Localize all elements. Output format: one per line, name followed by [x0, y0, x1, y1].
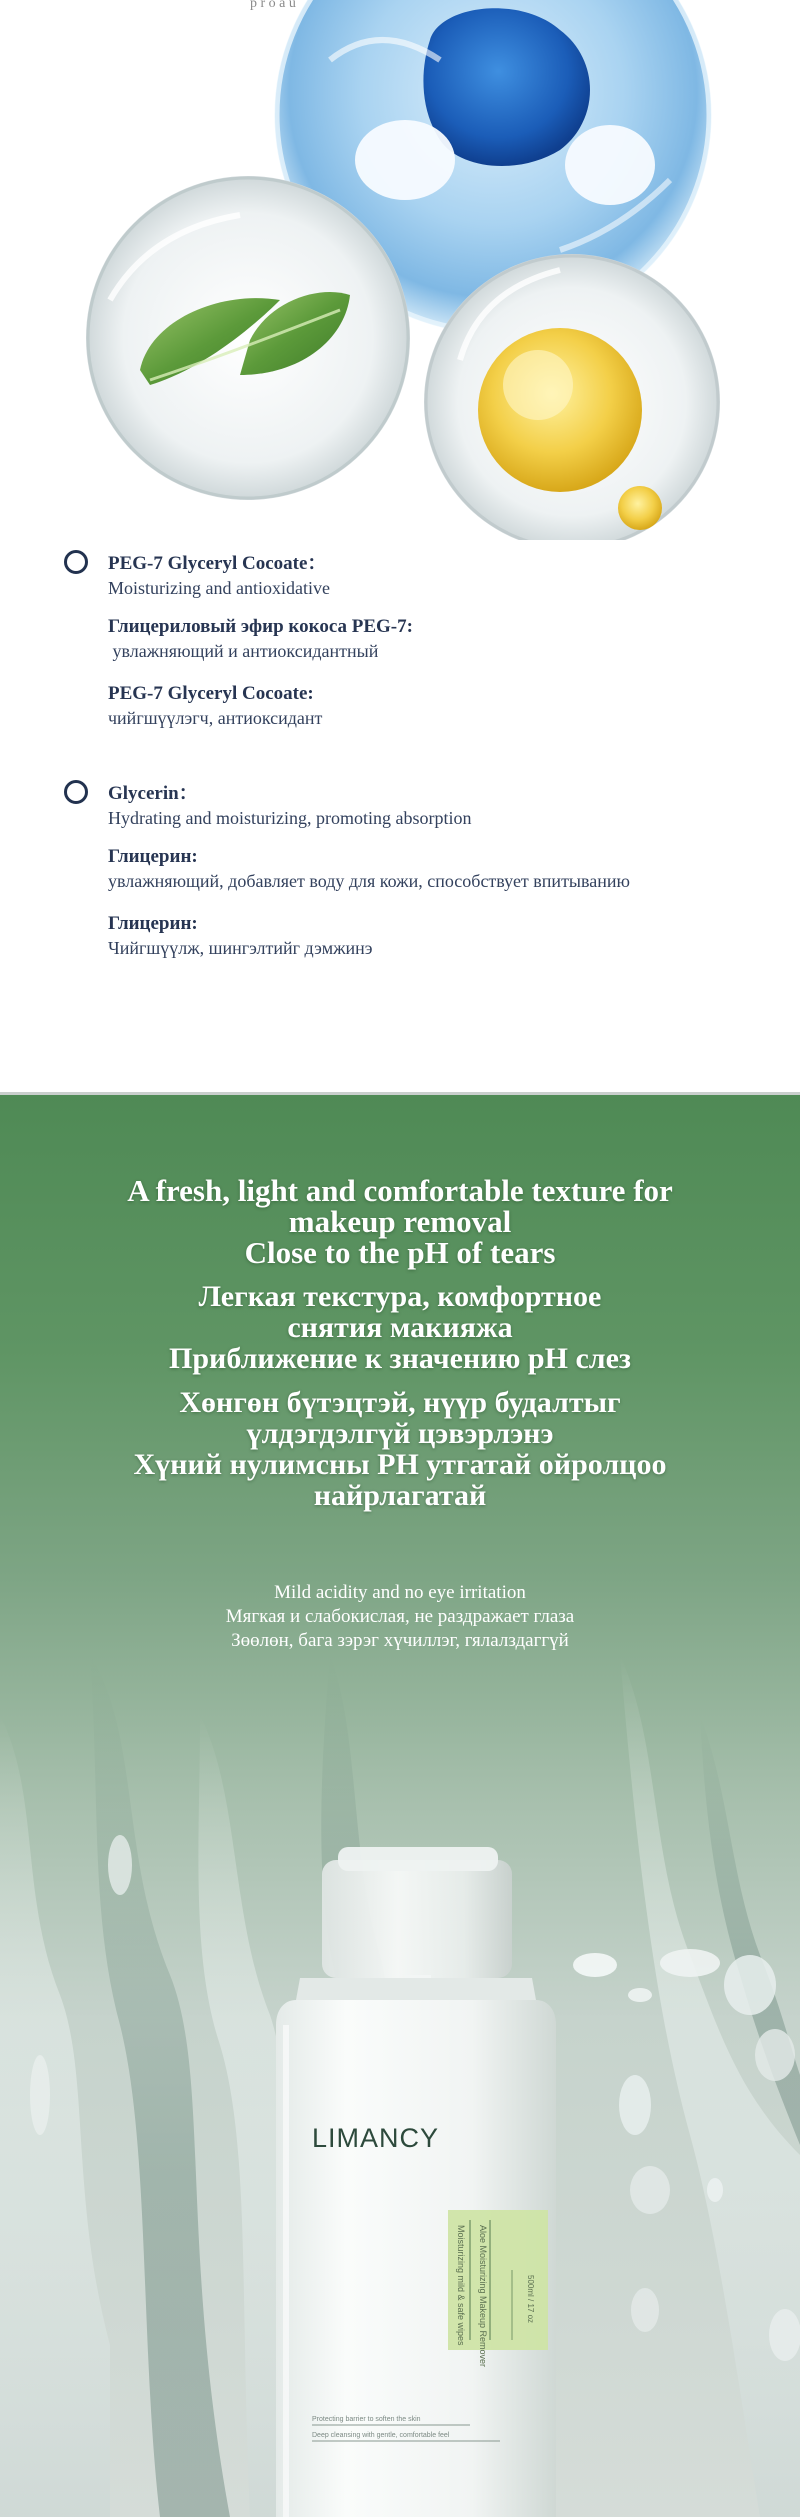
ingredient-mn: [108, 683, 322, 729]
ingredient-name-en: Glycerin：: [108, 783, 198, 804]
ingredient-desc-ru: увлажняющий, добавляет воду для кожи, способствует впитыванию: [108, 871, 630, 891]
ingredient-desc-ru: увлажняющий и антиоксидантный: [108, 641, 379, 661]
headline-line: снятия макияжа: [287, 1311, 513, 1344]
makeup-remover-bottle: [0, 1095, 800, 2517]
brand-logo: LIMANCY: [312, 2123, 440, 2153]
headline-line: үлдэгдэлгүй цэвэрлэнэ: [246, 1417, 554, 1450]
bullet-ring-icon: [64, 550, 88, 574]
ingredient-name-mn: Глицерин:: [108, 913, 198, 934]
headline-line: makeup removal: [288, 1204, 512, 1239]
label-line-1: Moisturizing mild & safe wipes: [456, 2225, 466, 2346]
subtitle-en: Mild acidity and no eye irritation: [274, 1582, 526, 1603]
headline-line: Close to the pH of tears: [244, 1235, 556, 1270]
ingredient-name-en: PEG-7 Glyceryl Cocoate：: [108, 553, 327, 574]
label-line-2: Aloe Moisturizing Makeup Remover: [478, 2225, 488, 2368]
ingredient-ru: [108, 846, 630, 892]
ingredient-en: [108, 778, 471, 829]
ingredient-desc-en: Hydrating and moisturizing, promoting absorption: [108, 808, 472, 828]
headline-line: Хөнгөн бүтэцтэй, нүүр будалтыг: [179, 1386, 621, 1419]
ingredient-ru: [108, 616, 413, 662]
ingredient-en: [108, 548, 330, 599]
ingredient-desc-en: Moisturizing and antioxidative: [108, 578, 330, 598]
ingredient-name-mn: PEG-7 Glyceryl Cocoate:: [108, 683, 314, 704]
headline-line: найрлагатай: [313, 1479, 487, 1512]
subtitle-ru: Мягкая и слабокислая, не раздражает глаза: [225, 1606, 575, 1627]
label-bullet-2: Deep cleansing with gentle, comfortable feel: [312, 2432, 450, 2439]
headline-line: Легкая текстура, комфортное: [198, 1280, 602, 1313]
label-bullet-1: Protecting barrier to soften the skin: [312, 2416, 421, 2423]
bullet-ring-icon: [64, 780, 88, 804]
ingredient-desc-mn: чийгшүүлэгч, антиоксидант: [108, 708, 323, 728]
headline-line: Приближение к значению pH слез: [169, 1342, 631, 1375]
ingredients-section: [0, 0, 800, 1095]
ingredient-mn: [108, 913, 373, 959]
ingredient-bubbles-illustration: [0, 0, 800, 540]
ingredient-name-ru: Глицерин:: [108, 846, 198, 867]
label-volume: 500ml / 17 oz: [526, 2275, 535, 2324]
headline-line: Хүний нулимсны PH утгатай ойролцоо: [133, 1448, 667, 1481]
texture-section: [0, 1095, 800, 2517]
ingredient-name-ru: Глицериловый эфир кокоса PEG-7:: [108, 616, 413, 637]
ingredient-desc-mn: Чийгшүүлж, шингэлтийг дэмжинэ: [108, 938, 373, 958]
cut-off-caption: p r o a u: [250, 0, 296, 11]
subtitle-mn: Зөөлөн, бага зэрэг хүчиллэг, гялалздаггүй: [231, 1630, 569, 1651]
headline-line: A fresh, light and comfortable texture for: [127, 1173, 673, 1208]
